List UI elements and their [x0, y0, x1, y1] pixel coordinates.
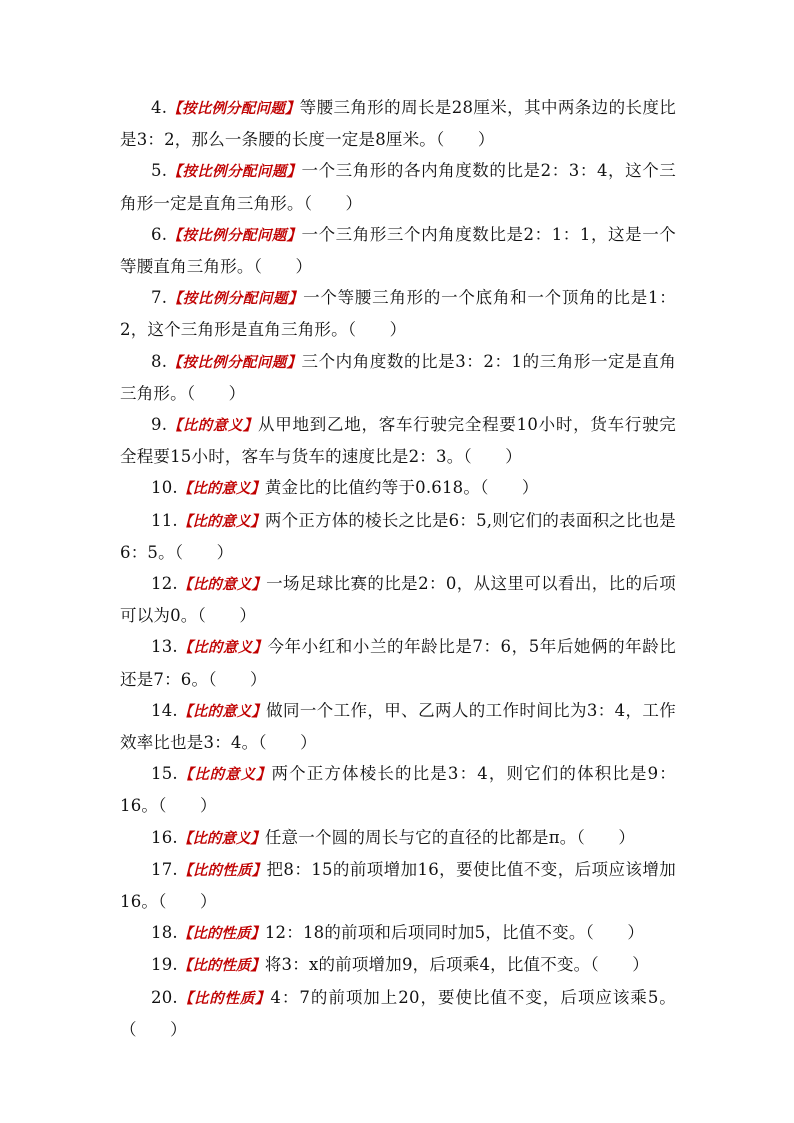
question-tag: 【按比例分配问题】	[167, 226, 302, 244]
question-tag: 【按比例分配问题】	[167, 100, 300, 117]
question-item	[120, 505, 676, 568]
question-number: 14.	[151, 700, 178, 720]
question-tag: 【按比例分配问题】	[167, 290, 304, 308]
question-tag: 【比的意义】	[177, 639, 268, 657]
question-tag: 【比的意义】	[177, 829, 265, 847]
question-tag: 【比的意义】	[177, 702, 267, 720]
question-tag: 【比的性质】	[177, 925, 265, 943]
question-tag: 【比的性质】	[177, 957, 265, 975]
question-item	[120, 282, 676, 345]
question-tag: 【比的意义】	[177, 480, 265, 498]
question-tag: 【比的意义】	[177, 766, 272, 784]
question-item	[120, 346, 676, 409]
question-text: 两个正方体棱长的比是3：4，则它们的体积比是9：16。（ ）	[120, 764, 677, 816]
question-number: 11.	[151, 510, 178, 530]
question-number: 17.	[151, 859, 178, 879]
question-text: 一个等腰三角形的一个底角和一个顶角的比是1：2，这个三角形是直角三角形。（ ）	[120, 288, 676, 340]
question-number: 10.	[151, 478, 178, 498]
question-number: 8.	[151, 351, 168, 371]
question-text: 从甲地到乙地，客车行驶完全程要10小时，货车行驶完全程要15小时，客车与货车的速度比是2：3。（ ）	[120, 415, 677, 467]
question-text: 一个三角形三个内角度数比是2：1：1，这是一个等腰直角三角形。（ ）	[120, 224, 676, 277]
question-tag: 【比的性质】	[177, 861, 267, 879]
question-item	[120, 409, 676, 472]
question-item	[120, 758, 676, 821]
question-number: 18.	[151, 923, 178, 943]
question-text: 等腰三角形的周长是28厘米，其中两条边的长度比是3：2，那么一条腰的长度一定是8厘米。（ ）	[120, 98, 676, 150]
question-item	[120, 219, 676, 282]
question-number: 16.	[151, 827, 178, 847]
question-number: 13.	[151, 637, 178, 657]
question-text: 4：7的前项加上20，要使比值不变，后项应该乘5。（ ）	[120, 987, 677, 1039]
question-tag: 【比的意义】	[177, 512, 265, 530]
question-number: 15.	[151, 764, 178, 784]
question-item	[120, 982, 676, 1045]
question-text: 把8：15的前项增加16，要使比值不变，后项应该增加16。（ ）	[120, 859, 676, 912]
question-text: 将3：x的前项增加9，后项乘4，比值不变。（ ）	[264, 955, 649, 975]
question-text: 今年小红和小兰的年龄比是7：6，5年后她俩的年龄比还是7：6。（ ）	[120, 637, 677, 689]
question-item	[120, 949, 676, 981]
question-item	[120, 822, 676, 854]
question-number: 4.	[151, 98, 168, 117]
question-number: 6.	[151, 224, 168, 244]
question-text: 一场足球比赛的比是2：0，从这里可以看出，比的后项可以为0。（ ）	[120, 574, 676, 626]
question-text: 黄金比的比值约等于0.618。（ ）	[264, 478, 539, 498]
question-item	[120, 854, 676, 917]
question-item	[120, 472, 676, 504]
question-item	[120, 631, 676, 694]
question-number: 12.	[151, 574, 178, 594]
question-number: 5.	[151, 161, 168, 181]
question-text: 两个正方体的棱长之比是6：5,则它们的表面积之比也是6：5。（ ）	[120, 510, 676, 562]
question-item	[120, 155, 676, 218]
question-tag: 【按比例分配问题】	[167, 353, 302, 371]
question-tag: 【比的意义】	[167, 417, 258, 435]
question-text: 12：18的前项和后项同时加5，比值不变。（ ）	[264, 923, 645, 943]
question-number: 7.	[151, 288, 168, 308]
question-number: 20.	[151, 987, 178, 1007]
question-tag: 【比的意义】	[177, 576, 267, 594]
question-number: 9.	[151, 415, 168, 435]
question-item	[120, 568, 676, 631]
question-text: 一个三角形的各内角度数的比是2：3：4，这个三角形一定是直角三角形。（ ）	[120, 161, 676, 213]
question-text: 做同一个工作，甲、乙两人的工作时间比为3：4，工作效率比也是3：4。（ ）	[120, 700, 676, 753]
question-item	[120, 92, 676, 155]
question-text: 任意一个圆的周长与它的直径的比都是π。（ ）	[264, 827, 636, 847]
question-tag: 【比的性质】	[177, 989, 271, 1007]
question-item	[120, 917, 676, 949]
question-list	[120, 92, 676, 1045]
question-text: 三个内角度数的比是3：2：1的三角形一定是直角三角形。（ ）	[120, 351, 676, 403]
question-number: 19.	[151, 955, 178, 975]
question-item	[120, 695, 676, 758]
question-tag: 【按比例分配问题】	[167, 163, 302, 181]
